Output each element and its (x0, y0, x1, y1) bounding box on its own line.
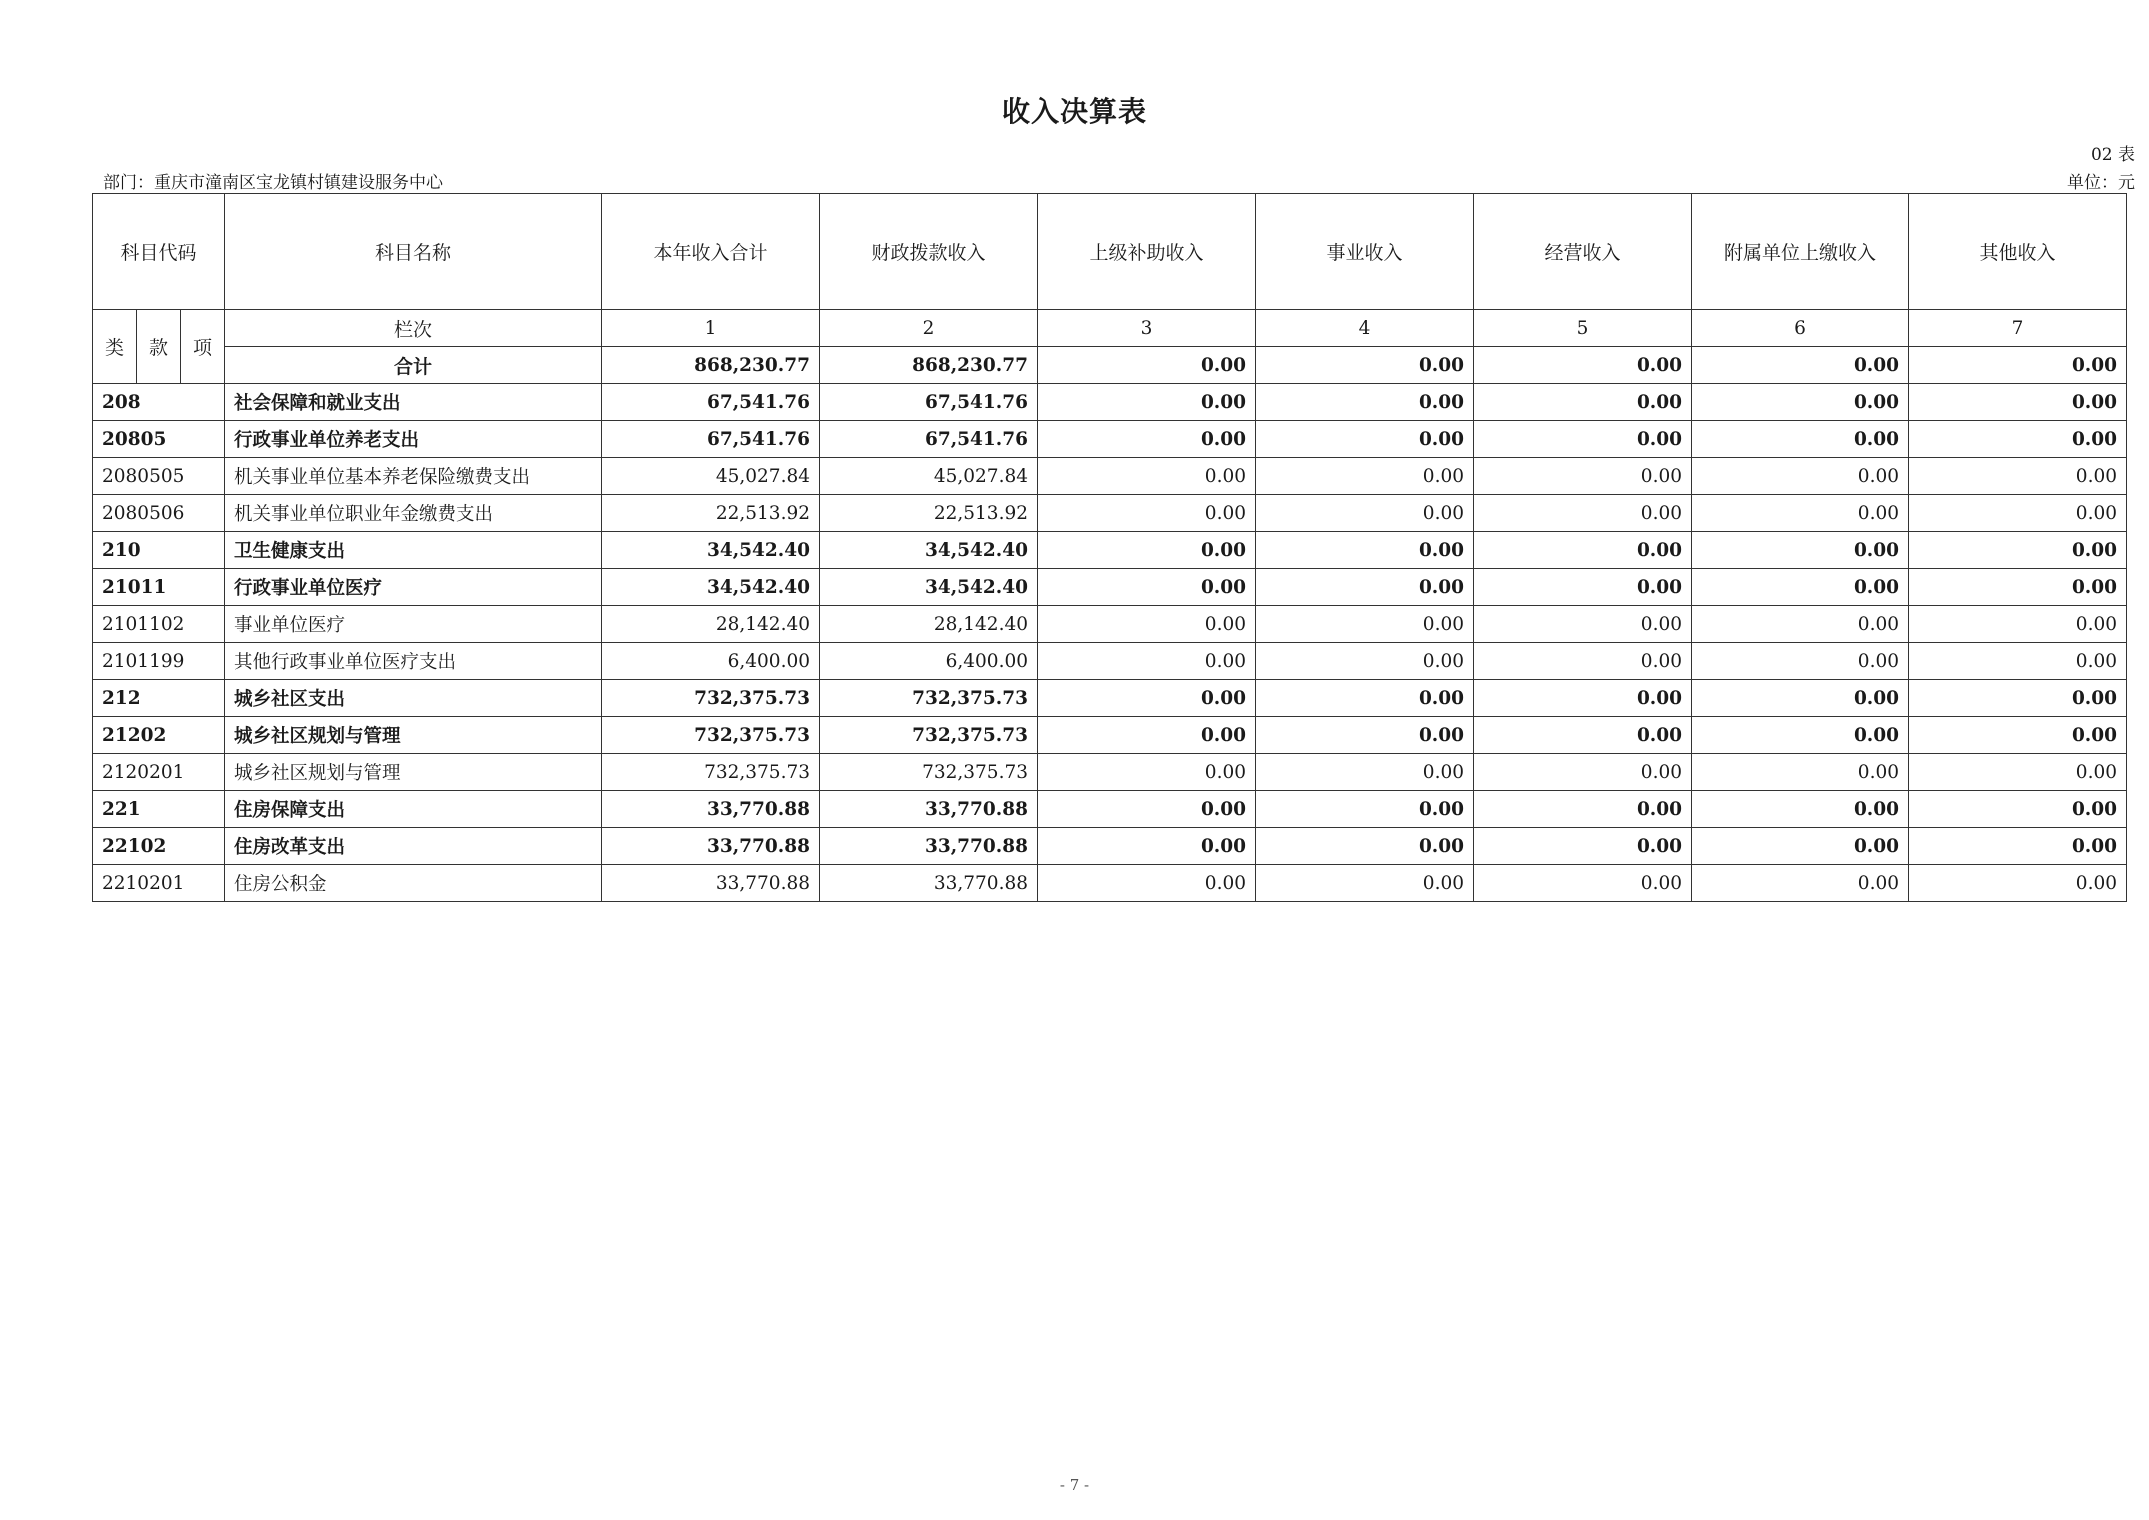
subject-code: 22102 (93, 828, 225, 865)
amount-cell: 732,375.73 (602, 680, 820, 717)
header-col-3: 上级补助收入 (1038, 194, 1256, 310)
subject-code: 208 (93, 384, 225, 421)
total-value: 0.00 (1692, 347, 1909, 384)
amount-cell: 0.00 (1256, 569, 1474, 606)
amount-cell: 0.00 (1256, 754, 1474, 791)
amount-cell: 0.00 (1692, 421, 1909, 458)
subject-code: 2120201 (93, 754, 225, 791)
amount-cell: 0.00 (1256, 680, 1474, 717)
amount-cell: 0.00 (1474, 421, 1692, 458)
column-number: 3 (1038, 310, 1256, 347)
amount-cell: 0.00 (1474, 495, 1692, 532)
subject-name: 城乡社区规划与管理 (225, 754, 602, 791)
amount-cell: 0.00 (1909, 495, 2127, 532)
amount-cell: 0.00 (1692, 791, 1909, 828)
amount-cell: 0.00 (1038, 680, 1256, 717)
table-row (93, 865, 2127, 902)
amount-cell: 0.00 (1038, 532, 1256, 569)
table-row (93, 532, 2127, 569)
header-lei: 类 (93, 310, 137, 384)
header-col-6: 附属单位上缴收入 (1692, 194, 1909, 310)
amount-cell: 0.00 (1474, 680, 1692, 717)
header-kuan: 款 (137, 310, 181, 384)
total-label: 合计 (225, 347, 602, 384)
amount-cell: 0.00 (1474, 458, 1692, 495)
amount-cell: 0.00 (1692, 828, 1909, 865)
amount-cell: 33,770.88 (820, 828, 1038, 865)
amount-cell: 22,513.92 (602, 495, 820, 532)
table-row (93, 717, 2127, 754)
unit-label: 单位：元 (2067, 173, 2135, 193)
header-name: 科目名称 (225, 194, 602, 310)
amount-cell: 0.00 (1256, 384, 1474, 421)
amount-cell: 28,142.40 (602, 606, 820, 643)
amount-cell: 34,542.40 (820, 532, 1038, 569)
table-row (93, 569, 2127, 606)
page-title: 收入决算表 (1001, 95, 1147, 128)
total-value: 0.00 (1474, 347, 1692, 384)
department-label: 部门：重庆市潼南区宝龙镇村镇建设服务中心 (103, 173, 443, 193)
table-row (93, 643, 2127, 680)
amount-cell: 0.00 (1909, 754, 2127, 791)
amount-cell: 33,770.88 (820, 791, 1038, 828)
amount-cell: 0.00 (1038, 606, 1256, 643)
subject-code: 20805 (93, 421, 225, 458)
header-row (93, 194, 2127, 310)
column-number-row (93, 310, 2127, 347)
subject-name: 行政事业单位医疗 (225, 569, 602, 606)
form-number: 02 表 (2090, 145, 2135, 165)
header-lanci: 栏次 (225, 310, 602, 347)
subject-name: 行政事业单位养老支出 (225, 421, 602, 458)
amount-cell: 0.00 (1692, 384, 1909, 421)
amount-cell: 22,513.92 (820, 495, 1038, 532)
table-row (93, 754, 2127, 791)
subject-name: 卫生健康支出 (225, 532, 602, 569)
amount-cell: 67,541.76 (820, 421, 1038, 458)
subject-name: 城乡社区支出 (225, 680, 602, 717)
subject-code: 212 (93, 680, 225, 717)
amount-cell: 0.00 (1474, 828, 1692, 865)
column-number: 2 (820, 310, 1038, 347)
amount-cell: 0.00 (1474, 717, 1692, 754)
amount-cell: 0.00 (1692, 606, 1909, 643)
amount-cell: 0.00 (1909, 606, 2127, 643)
amount-cell: 0.00 (1038, 865, 1256, 902)
amount-cell: 0.00 (1909, 791, 2127, 828)
column-number: 6 (1692, 310, 1909, 347)
subject-code: 2101102 (93, 606, 225, 643)
column-number: 1 (602, 310, 820, 347)
subject-code: 21011 (93, 569, 225, 606)
amount-cell: 0.00 (1038, 495, 1256, 532)
subject-name: 机关事业单位职业年金缴费支出 (225, 495, 602, 532)
subject-name: 社会保障和就业支出 (225, 384, 602, 421)
amount-cell: 0.00 (1692, 569, 1909, 606)
amount-cell: 0.00 (1474, 606, 1692, 643)
income-settlement-table (92, 193, 2127, 902)
table-row (93, 421, 2127, 458)
header-col-7: 其他收入 (1909, 194, 2127, 310)
subject-code: 2210201 (93, 865, 225, 902)
amount-cell: 0.00 (1256, 865, 1474, 902)
amount-cell: 0.00 (1909, 828, 2127, 865)
amount-cell: 67,541.76 (820, 384, 1038, 421)
amount-cell: 0.00 (1692, 680, 1909, 717)
amount-cell: 0.00 (1909, 458, 2127, 495)
total-value: 0.00 (1038, 347, 1256, 384)
amount-cell: 0.00 (1692, 754, 1909, 791)
amount-cell: 0.00 (1038, 828, 1256, 865)
amount-cell: 0.00 (1692, 643, 1909, 680)
amount-cell: 0.00 (1038, 384, 1256, 421)
subject-name: 城乡社区规划与管理 (225, 717, 602, 754)
amount-cell: 45,027.84 (820, 458, 1038, 495)
amount-cell: 45,027.84 (602, 458, 820, 495)
amount-cell: 0.00 (1256, 458, 1474, 495)
table-row (93, 458, 2127, 495)
amount-cell: 33,770.88 (602, 828, 820, 865)
amount-cell: 34,542.40 (602, 532, 820, 569)
amount-cell: 0.00 (1909, 569, 2127, 606)
table-row (93, 828, 2127, 865)
amount-cell: 67,541.76 (602, 384, 820, 421)
amount-cell: 34,542.40 (820, 569, 1038, 606)
amount-cell: 0.00 (1909, 643, 2127, 680)
amount-cell: 0.00 (1038, 421, 1256, 458)
amount-cell: 0.00 (1038, 643, 1256, 680)
total-value: 868,230.77 (602, 347, 820, 384)
amount-cell: 28,142.40 (820, 606, 1038, 643)
amount-cell: 0.00 (1256, 717, 1474, 754)
amount-cell: 0.00 (1256, 643, 1474, 680)
amount-cell: 6,400.00 (602, 643, 820, 680)
table-row (93, 791, 2127, 828)
amount-cell: 0.00 (1474, 532, 1692, 569)
header-col-2: 财政拨款收入 (820, 194, 1038, 310)
column-number: 4 (1256, 310, 1474, 347)
subject-name: 住房改革支出 (225, 828, 602, 865)
amount-cell: 0.00 (1256, 495, 1474, 532)
amount-cell: 0.00 (1909, 865, 2127, 902)
subject-code: 2080505 (93, 458, 225, 495)
amount-cell: 0.00 (1038, 569, 1256, 606)
header-code: 科目代码 (93, 194, 225, 310)
table-row (93, 606, 2127, 643)
page-number: - 7 - (1059, 1476, 1090, 1494)
table-row (93, 680, 2127, 717)
amount-cell: 0.00 (1256, 421, 1474, 458)
table-row (93, 495, 2127, 532)
amount-cell: 6,400.00 (820, 643, 1038, 680)
amount-cell: 732,375.73 (820, 754, 1038, 791)
amount-cell: 732,375.73 (820, 680, 1038, 717)
amount-cell: 0.00 (1474, 865, 1692, 902)
total-value: 0.00 (1256, 347, 1474, 384)
total-row (93, 347, 2127, 384)
column-number: 5 (1474, 310, 1692, 347)
amount-cell: 33,770.88 (602, 791, 820, 828)
amount-cell: 0.00 (1692, 865, 1909, 902)
amount-cell: 0.00 (1256, 532, 1474, 569)
amount-cell: 0.00 (1256, 828, 1474, 865)
amount-cell: 0.00 (1474, 643, 1692, 680)
amount-cell: 0.00 (1692, 717, 1909, 754)
amount-cell: 0.00 (1474, 384, 1692, 421)
subject-code: 2080506 (93, 495, 225, 532)
header-col-4: 事业收入 (1256, 194, 1474, 310)
amount-cell: 34,542.40 (602, 569, 820, 606)
subject-name: 事业单位医疗 (225, 606, 602, 643)
subject-name: 其他行政事业单位医疗支出 (225, 643, 602, 680)
amount-cell: 0.00 (1909, 717, 2127, 754)
subject-name: 住房公积金 (225, 865, 602, 902)
table-row (93, 384, 2127, 421)
amount-cell: 67,541.76 (602, 421, 820, 458)
amount-cell: 0.00 (1909, 421, 2127, 458)
total-value: 0.00 (1909, 347, 2127, 384)
subject-code: 221 (93, 791, 225, 828)
subject-code: 2101199 (93, 643, 225, 680)
subject-code: 210 (93, 532, 225, 569)
amount-cell: 0.00 (1038, 754, 1256, 791)
amount-cell: 33,770.88 (820, 865, 1038, 902)
amount-cell: 0.00 (1909, 680, 2127, 717)
amount-cell: 0.00 (1692, 458, 1909, 495)
amount-cell: 0.00 (1256, 606, 1474, 643)
amount-cell: 0.00 (1038, 717, 1256, 754)
header-xiang: 项 (181, 310, 225, 384)
amount-cell: 0.00 (1474, 791, 1692, 828)
subject-name: 住房保障支出 (225, 791, 602, 828)
subject-code: 21202 (93, 717, 225, 754)
amount-cell: 0.00 (1474, 569, 1692, 606)
amount-cell: 732,375.73 (602, 754, 820, 791)
column-number: 7 (1909, 310, 2127, 347)
subject-name: 机关事业单位基本养老保险缴费支出 (225, 458, 602, 495)
amount-cell: 0.00 (1256, 791, 1474, 828)
amount-cell: 732,375.73 (820, 717, 1038, 754)
amount-cell: 732,375.73 (602, 717, 820, 754)
total-value: 868,230.77 (820, 347, 1038, 384)
amount-cell: 0.00 (1474, 754, 1692, 791)
amount-cell: 0.00 (1909, 532, 2127, 569)
header-col-5: 经营收入 (1474, 194, 1692, 310)
amount-cell: 0.00 (1038, 791, 1256, 828)
header-col-1: 本年收入合计 (602, 194, 820, 310)
amount-cell: 0.00 (1692, 532, 1909, 569)
amount-cell: 0.00 (1038, 458, 1256, 495)
amount-cell: 0.00 (1909, 384, 2127, 421)
amount-cell: 33,770.88 (602, 865, 820, 902)
amount-cell: 0.00 (1692, 495, 1909, 532)
